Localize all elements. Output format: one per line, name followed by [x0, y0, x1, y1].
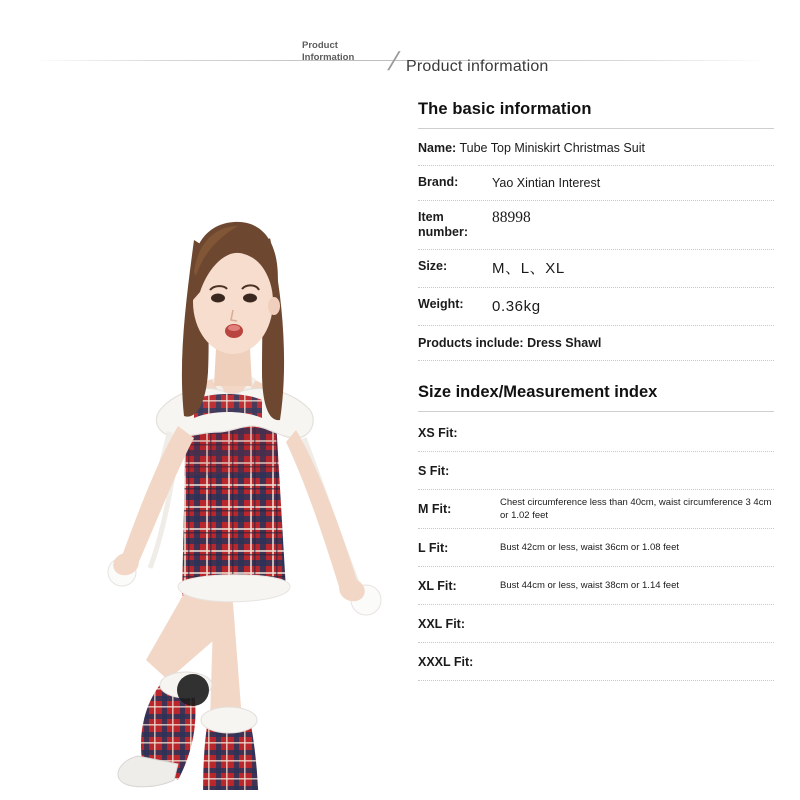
size-row-xxxl: [418, 643, 774, 681]
info-name: [418, 140, 774, 156]
basic-info-underline: [418, 128, 774, 129]
size-label-xl: XL Fit:: [418, 578, 457, 593]
info-row-size: [418, 250, 774, 288]
size-row-l: [418, 529, 774, 567]
info-item-number-label: Item number:: [418, 210, 468, 239]
info-size-value: M、L、XL: [492, 260, 565, 277]
info-products-include-label: Products include:: [418, 336, 524, 350]
product-photo: [18, 120, 398, 790]
info-name-value: Tube Top Miniskirt Christmas Suit: [459, 141, 645, 155]
info-weight-label: Weight:: [418, 297, 464, 311]
info-row-name: [418, 131, 774, 166]
info-products-include-value: Dress Shawl: [527, 336, 602, 350]
header-divider: [30, 60, 770, 61]
size-row-xxl: [418, 605, 774, 643]
size-label-xxxl: XXXL Fit:: [418, 654, 474, 669]
header-slash-decoration: /: [385, 46, 403, 76]
info-row-products-include: [418, 326, 774, 361]
info-brand-value: Yao Xintian Interest: [492, 176, 601, 190]
info-name-label: Name:: [418, 141, 457, 155]
model-illustration: [18, 120, 398, 790]
info-products-include: [418, 335, 774, 351]
info-row-brand: [418, 166, 774, 201]
size-value-l: Bust 42cm or less, waist 36cm or 1.08 feet: [500, 542, 679, 553]
size-label-xxl: XXL Fit:: [418, 616, 465, 631]
size-label-xs: XS Fit:: [418, 425, 458, 440]
info-row-weight: [418, 288, 774, 326]
info-column: [418, 100, 774, 681]
size-label-m: M Fit:: [418, 502, 452, 516]
size-row-s: [418, 452, 774, 490]
info-size-label: Size:: [418, 259, 448, 273]
size-row-xs: [418, 414, 774, 452]
page-header: [0, 0, 800, 92]
basic-info-title: The basic information: [418, 100, 592, 118]
size-index-title: Size index/Measurement index: [418, 383, 658, 401]
size-index-underline: [418, 411, 774, 412]
size-value-m: Chest circumference less than 40cm, waist circumference 3 4cm or 1.02 feet: [500, 497, 772, 521]
size-value-xl: Bust 44cm or less, waist 38cm or 1.14 feet: [500, 580, 679, 591]
info-weight-value: 0.36kg: [492, 298, 541, 315]
size-label-l: L Fit:: [418, 540, 449, 555]
size-label-s: S Fit:: [418, 463, 450, 478]
section-spacer: [418, 361, 774, 383]
info-brand-label: Brand:: [418, 175, 459, 189]
size-row-m: [418, 490, 774, 529]
info-item-number-value: 88998: [492, 209, 531, 226]
header-small-label: Product Information: [302, 40, 355, 63]
size-row-xl: [418, 567, 774, 605]
info-row-item-number: [418, 201, 774, 250]
page-title: Product information: [406, 58, 549, 75]
